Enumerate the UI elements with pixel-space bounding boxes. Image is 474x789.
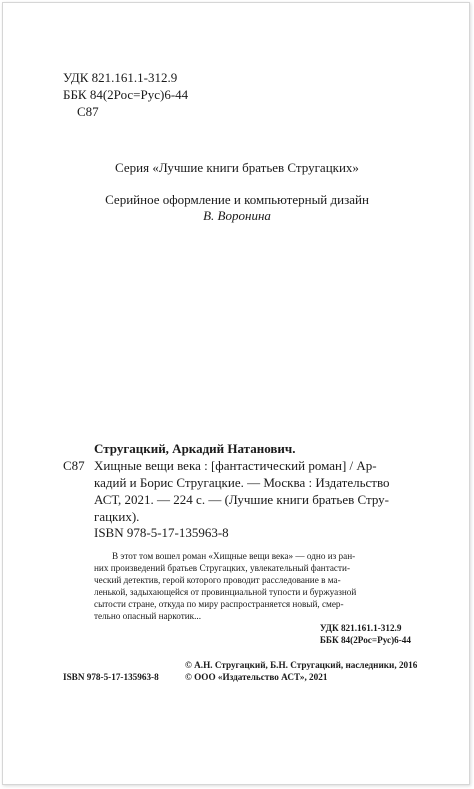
annotation-line: них произведений братьев Стругацких, увлекательный фантасти- bbox=[94, 563, 351, 573]
annotation-line: ческий детектив, герой которого проводит расследование в ма- bbox=[94, 575, 341, 585]
udk-code: УДК 821.161.1-312.9 bbox=[63, 70, 178, 85]
annotation-udk bbox=[320, 622, 411, 646]
catalog-isbn: ISBN 978-5-17-135963-8 bbox=[94, 525, 229, 540]
annotation-line: сытости стране, откуда по миру распространяется новый, смер- bbox=[94, 599, 344, 609]
annotation-line: тельно опасный наркотик... bbox=[94, 611, 201, 621]
catalog-description-line: Хищные вещи века : [фантастический роман] / Ар- bbox=[94, 458, 377, 473]
imprint-page bbox=[2, 2, 470, 785]
annotation-udk-line: УДК 821.161.1-312.9 bbox=[319, 623, 402, 633]
annotation-line: ленькой, задыхающейся от провинциальной тупости и буржуазной bbox=[94, 587, 357, 597]
catalog-description bbox=[94, 457, 411, 525]
annotation-line: В этот том вошел роман «Хищные вещи века» — одно из ран- bbox=[112, 551, 356, 561]
annotation-text bbox=[94, 550, 412, 622]
copyright-authors: © А.Н. Стругацкий, Б.Н. Стругацкий, наследники, 2016 bbox=[185, 660, 418, 670]
catalog-description-line: гацких). bbox=[94, 509, 140, 524]
annotation-bbk-line: ББК 84(2Рос=Рус)6-44 bbox=[319, 635, 411, 645]
catalog-description-line: АСТ, 2021. — 224 с. — (Лучшие книги братьев Стру- bbox=[94, 492, 390, 507]
catalog-author-mark: С87 bbox=[63, 458, 85, 473]
series-line: Серия «Лучшие книги братьев Стругацких» bbox=[115, 160, 359, 175]
bbk-code: ББК 84(2Рос=Рус)6-44 bbox=[63, 87, 189, 102]
catalog-author: Стругацкий, Аркадий Натанович. bbox=[94, 441, 296, 456]
catalog-description-line: кадий и Борис Стругацкие. — Москва : Издательство bbox=[94, 475, 390, 490]
author-mark: С87 bbox=[77, 104, 99, 119]
series-designer: В. Воронина bbox=[203, 208, 271, 223]
copyright-publisher: © ООО «Издательство АСТ», 2021 bbox=[185, 672, 328, 682]
series-design-line: Серийное оформление и компьютерный дизайн bbox=[105, 192, 369, 207]
footer-isbn: ISBN 978-5-17-135963-8 bbox=[63, 672, 159, 682]
